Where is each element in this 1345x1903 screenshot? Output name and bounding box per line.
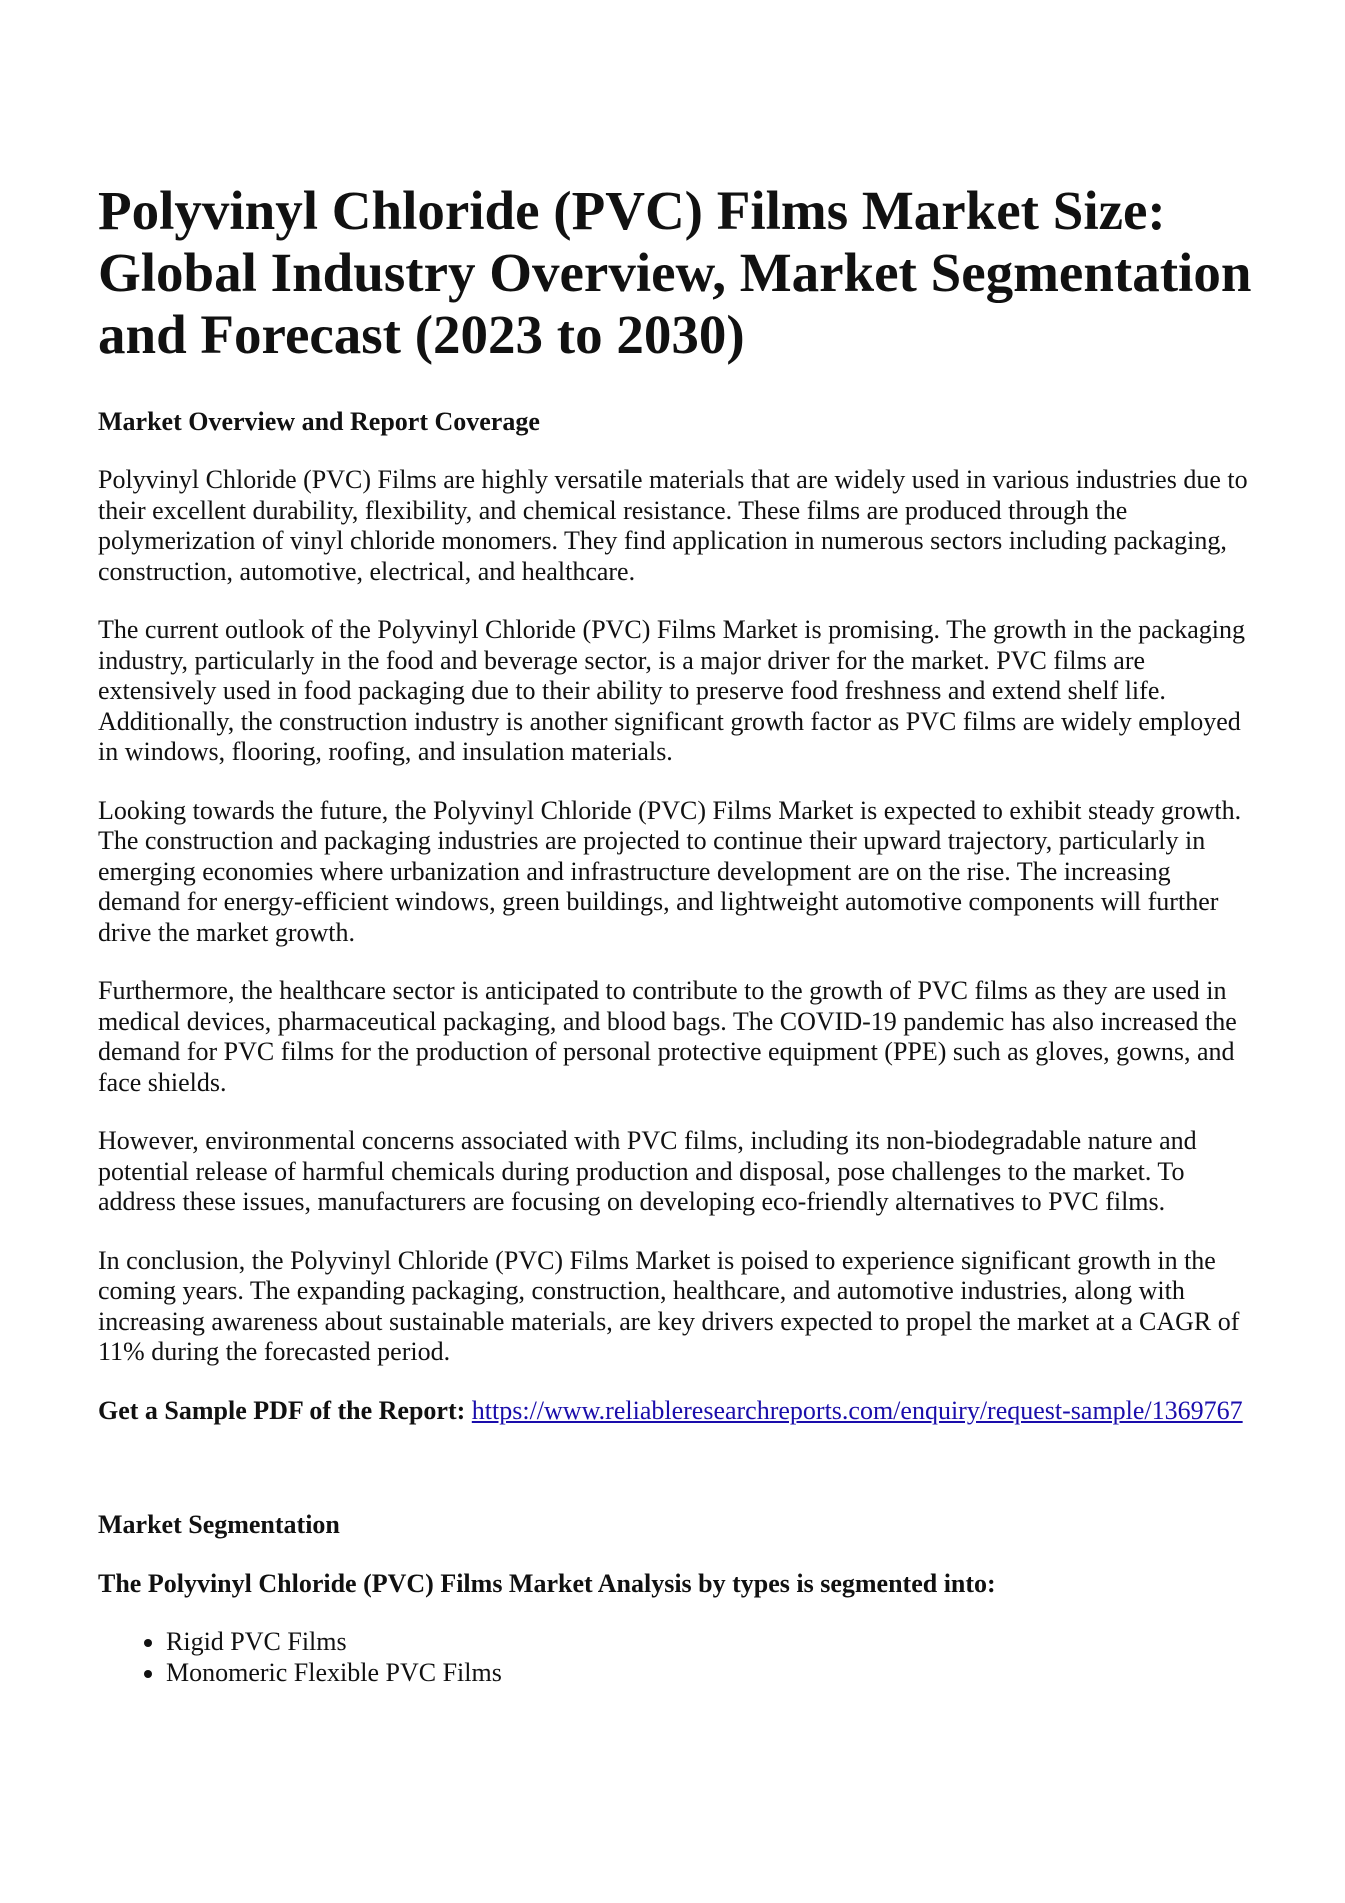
paragraph-conclusion: In conclusion, the Polyvinyl Chloride (PVC) Films Market is poised to experience significant growth in the coming years. The expanding packaging, construction, healthcare, and automotive industries, along with increasing awareness about sustainable materials, are key drivers expected to propel the market at a CAGR of 11% during the forecasted period. [98,1245,1240,1366]
paragraph-future: Looking towards the future, the Polyvinyl Chloride (PVC) Films Market is expected to exhibit steady growth. The construction and packaging industries are projected to continue their upward trajectory, particularly in emerging economies where urbanization and infrastructure development are on the rise. The increasing demand for energy-efficient windows, green buildings, and lightweight automotive components will further drive the market growth. [98,795,1242,947]
paragraph-environment: However, environmental concerns associated with PVC films, including its non-biodegradable nature and potential release of harmful chemicals during production and disposal, pose challenges to the market. To address these issues, manufacturers are focusing on developing eco-friendly alternatives to PVC films. [98,1126,1197,1216]
paragraph-healthcare: Furthermore, the healthcare sector is anticipated to contribute to the growth of PVC films as they are used in medical devices, pharmaceutical packaging, and blood bags. The COVID-19 pandemic has also increased the demand for PVC films for the production of personal protective equipment (PPE) such as gloves, gowns, and face shields. [98,976,1237,1097]
list-item: • Monomeric Flexible PVC Films [166,1658,1258,1689]
paragraph-outlook: The current outlook of the Polyvinyl Chloride (PVC) Films Market is promising. The growth in the packaging industry, particularly in the food and beverage sector, is a major driver for the market. PVC films are extensively used in food packaging due to their ability to preserve food freshness and extend shelf life. Additionally, the construction industry is another significant growth factor as PVC films are widely employed in windows, flooring, roofing, and insulation materials. [98,615,1245,766]
overview-heading: Market Overview and Report Coverage [98,407,540,436]
sample-pdf-line [98,1396,1258,1427]
document-page [98,180,1258,1688]
types-heading: The Polyvinyl Chloride (PVC) Films Market Analysis by types is segmented into: [98,1569,996,1598]
list-item: • Rigid PVC Films [166,1627,1258,1658]
page-title: Polyvinyl Chloride (PVC) Films Market Size: Global Industry Overview, Market Segmentation and Forecast (2023 to 2030) [98,180,1252,365]
segmentation-heading: Market Segmentation [98,1510,340,1539]
types-list [98,1627,1258,1688]
paragraph-intro: Polyvinyl Chloride (PVC) Films are highly versatile materials that are widely used in various industries due to their excellent durability, flexibility, and chemical resistance. These films are produced through the polymerization of vinyl chloride monomers. They find application in numerous sectors including packaging, construction, automotive, electrical, and healthcare. [98,465,1248,586]
sample-pdf-label: Get a Sample PDF of the Report: [98,1395,466,1425]
sample-pdf-link[interactable]: https://www.reliableresearchreports.com/enquiry/request-sample/1369767 [471,1395,1243,1425]
